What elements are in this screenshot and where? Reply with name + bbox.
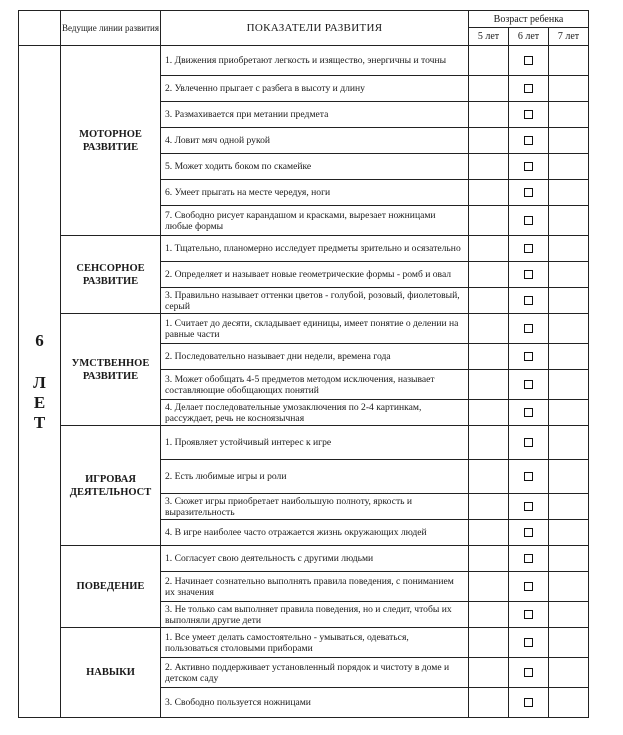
indicator-text: 7. Свободно рисует карандашом и красками, вырезает ножницами любые формы bbox=[161, 206, 469, 236]
age-cell-7 bbox=[549, 546, 589, 572]
age-cell-7 bbox=[549, 628, 589, 658]
section-title-line: СЕНСОРНОЕ bbox=[76, 262, 145, 274]
table-row bbox=[19, 426, 589, 460]
age-word bbox=[19, 373, 60, 433]
checkbox[interactable] bbox=[524, 270, 533, 279]
age-cell-7 bbox=[549, 494, 589, 520]
checkbox[interactable] bbox=[524, 408, 533, 417]
age-cell-7 bbox=[549, 180, 589, 206]
indicator-text: 2. Есть любимые игры и роли bbox=[161, 460, 469, 494]
age-cell-5 bbox=[469, 546, 509, 572]
age-cell-7 bbox=[549, 658, 589, 688]
checkbox[interactable] bbox=[524, 582, 533, 591]
section-title-line: УМСТВЕННОЕ bbox=[71, 357, 150, 369]
checkbox[interactable] bbox=[524, 136, 533, 145]
development-table bbox=[18, 10, 589, 718]
age-cell-6 bbox=[509, 426, 549, 460]
age-cell-7 bbox=[549, 314, 589, 344]
indicator-text: 2. Определяет и называет новые геометрические формы - ромб и овал bbox=[161, 262, 469, 288]
age-cell-5 bbox=[469, 344, 509, 370]
age-cell-6 bbox=[509, 102, 549, 128]
age-cell-5 bbox=[469, 520, 509, 546]
section-title bbox=[61, 546, 161, 628]
age-cell-6 bbox=[509, 370, 549, 400]
age-cell-6 bbox=[509, 572, 549, 602]
age-cell-7 bbox=[549, 262, 589, 288]
age-number: 6 bbox=[35, 330, 44, 350]
checkbox[interactable] bbox=[524, 698, 533, 707]
age-cell-5 bbox=[469, 46, 509, 76]
indicator-text: 3. Свободно пользуется ножницами bbox=[161, 688, 469, 718]
age-cell-7 bbox=[549, 460, 589, 494]
age-word-letter: Е bbox=[33, 392, 46, 412]
age-cell-6 bbox=[509, 262, 549, 288]
table-row bbox=[19, 236, 589, 262]
indicator-text: 1. Проявляет устойчивый интерес к игре bbox=[161, 426, 469, 460]
section-title bbox=[61, 628, 161, 718]
age-word-letter: Т bbox=[33, 412, 46, 432]
indicator-text: 4. Делает последовательные умозаключения по 2-4 картинкам, рассуждает, речь не косноязычная bbox=[161, 400, 469, 426]
age-cell-5 bbox=[469, 314, 509, 344]
age-cell-5 bbox=[469, 460, 509, 494]
checkbox[interactable] bbox=[524, 638, 533, 647]
checkbox[interactable] bbox=[524, 296, 533, 305]
header-age-7: 7 лет bbox=[549, 28, 589, 46]
age-word-letter: Л bbox=[33, 372, 46, 392]
checkbox[interactable] bbox=[524, 56, 533, 65]
section-title bbox=[61, 314, 161, 426]
age-cell-6 bbox=[509, 206, 549, 236]
checkbox[interactable] bbox=[524, 380, 533, 389]
age-cell-5 bbox=[469, 572, 509, 602]
age-cell-7 bbox=[549, 344, 589, 370]
age-cell-5 bbox=[469, 370, 509, 400]
section-title-line: РАЗВИТИЕ bbox=[82, 141, 139, 153]
age-cell-6 bbox=[509, 128, 549, 154]
age-cell-7 bbox=[549, 128, 589, 154]
checkbox[interactable] bbox=[524, 528, 533, 537]
checkbox[interactable] bbox=[524, 188, 533, 197]
age-cell-7 bbox=[549, 426, 589, 460]
checkbox[interactable] bbox=[524, 244, 533, 253]
section-title-line: РАЗВИТИЕ bbox=[82, 275, 139, 287]
checkbox[interactable] bbox=[524, 162, 533, 171]
checkbox[interactable] bbox=[524, 110, 533, 119]
age-group-label bbox=[19, 46, 61, 718]
development-indicators-sheet bbox=[18, 10, 588, 708]
indicator-text: 1. Тщательно, планомерно исследует предметы зрительно и осязательно bbox=[161, 236, 469, 262]
age-cell-5 bbox=[469, 602, 509, 628]
indicator-text: 1. Все умеет делать самостоятельно - умываться, одеваться, пользоваться столовыми приборами bbox=[161, 628, 469, 658]
header-indicators-label: ПОКАЗАТЕЛИ РАЗВИТИЯ bbox=[161, 11, 469, 46]
age-cell-7 bbox=[549, 288, 589, 314]
checkbox[interactable] bbox=[524, 502, 533, 511]
age-cell-5 bbox=[469, 102, 509, 128]
table-row bbox=[19, 628, 589, 658]
indicator-text: 1. Движения приобретают легкость и изящество, энергичны и точны bbox=[161, 46, 469, 76]
age-cell-6 bbox=[509, 688, 549, 718]
checkbox[interactable] bbox=[524, 554, 533, 563]
section-title bbox=[61, 236, 161, 314]
indicator-text: 3. Сюжет игры приобретает наибольшую полноту, яркость и выразительность bbox=[161, 494, 469, 520]
age-cell-6 bbox=[509, 46, 549, 76]
age-cell-7 bbox=[549, 602, 589, 628]
age-cell-5 bbox=[469, 236, 509, 262]
age-cell-5 bbox=[469, 154, 509, 180]
section-title-line: ДЕЯТЕЛЬНОСТ bbox=[69, 486, 152, 498]
age-cell-7 bbox=[549, 206, 589, 236]
age-cell-5 bbox=[469, 688, 509, 718]
section-title bbox=[61, 46, 161, 236]
age-cell-6 bbox=[509, 400, 549, 426]
table-row bbox=[19, 314, 589, 344]
age-cell-7 bbox=[549, 688, 589, 718]
checkbox[interactable] bbox=[524, 472, 533, 481]
checkbox[interactable] bbox=[524, 668, 533, 677]
section-title-line: РАЗВИТИЕ bbox=[82, 370, 139, 382]
indicator-text: 1. Согласует свою деятельность с другими людьми bbox=[161, 546, 469, 572]
age-cell-6 bbox=[509, 520, 549, 546]
age-cell-7 bbox=[549, 572, 589, 602]
indicator-text: 6. Умеет прыгать на месте чередуя, ноги bbox=[161, 180, 469, 206]
age-cell-6 bbox=[509, 546, 549, 572]
age-cell-6 bbox=[509, 494, 549, 520]
section-title-line: МОТОРНОЕ bbox=[79, 128, 142, 140]
age-cell-5 bbox=[469, 494, 509, 520]
indicator-text: 2. Увлеченно прыгает с разбега в высоту и длину bbox=[161, 76, 469, 102]
age-cell-7 bbox=[549, 236, 589, 262]
age-cell-6 bbox=[509, 236, 549, 262]
age-cell-5 bbox=[469, 262, 509, 288]
checkbox[interactable] bbox=[524, 84, 533, 93]
age-cell-6 bbox=[509, 314, 549, 344]
table-body bbox=[19, 46, 589, 718]
age-cell-7 bbox=[549, 102, 589, 128]
section-title bbox=[61, 426, 161, 546]
age-cell-6 bbox=[509, 344, 549, 370]
checkbox[interactable] bbox=[524, 610, 533, 619]
age-cell-5 bbox=[469, 400, 509, 426]
age-cell-7 bbox=[549, 46, 589, 76]
section-title-line: НАВЫКИ bbox=[86, 667, 135, 678]
section-title-line: ПОВЕДЕНИЕ bbox=[76, 581, 145, 592]
age-cell-7 bbox=[549, 400, 589, 426]
indicator-text: 3. Может обобщать 4-5 предметов методом исключения, называет составляющие обобщающих понятий bbox=[161, 370, 469, 400]
indicator-text: 5. Может ходить боком по скамейке bbox=[161, 154, 469, 180]
header-blank bbox=[19, 11, 61, 46]
age-cell-5 bbox=[469, 206, 509, 236]
indicator-text: 4. В игре наиболее часто отражается жизнь окружающих людей bbox=[161, 520, 469, 546]
indicator-text: 1. Считает до десяти, складывает единицы, имеет понятие о делении на равные части bbox=[161, 314, 469, 344]
age-cell-6 bbox=[509, 460, 549, 494]
age-cell-6 bbox=[509, 602, 549, 628]
age-cell-7 bbox=[549, 370, 589, 400]
header-age-5: 5 лет bbox=[469, 28, 509, 46]
age-cell-6 bbox=[509, 628, 549, 658]
header-age-label: Возраст ребенка bbox=[469, 11, 589, 28]
checkbox[interactable] bbox=[524, 324, 533, 333]
age-cell-6 bbox=[509, 180, 549, 206]
header-age-6: 6 лет bbox=[509, 28, 549, 46]
age-cell-5 bbox=[469, 76, 509, 102]
age-cell-6 bbox=[509, 154, 549, 180]
age-cell-6 bbox=[509, 288, 549, 314]
age-cell-6 bbox=[509, 76, 549, 102]
age-cell-6 bbox=[509, 658, 549, 688]
table-row bbox=[19, 46, 589, 76]
checkbox[interactable] bbox=[524, 352, 533, 361]
header-lines-label: Ведущие линии развития bbox=[61, 11, 161, 46]
indicator-text: 4. Ловит мяч одной рукой bbox=[161, 128, 469, 154]
age-cell-5 bbox=[469, 658, 509, 688]
section-title-line: ИГРОВАЯ bbox=[85, 473, 136, 485]
age-cell-5 bbox=[469, 628, 509, 658]
age-cell-7 bbox=[549, 76, 589, 102]
age-cell-7 bbox=[549, 154, 589, 180]
indicator-text: 3. Размахивается при метании предмета bbox=[161, 102, 469, 128]
age-cell-5 bbox=[469, 180, 509, 206]
indicator-text: 2. Активно поддерживает установленный порядок и чистоту в доме и детском саду bbox=[161, 658, 469, 688]
checkbox[interactable] bbox=[524, 438, 533, 447]
indicator-text: 3. Не только сам выполняет правила поведения, но и следит, чтобы их выполняли другие дети bbox=[161, 602, 469, 628]
table-row bbox=[19, 546, 589, 572]
age-cell-5 bbox=[469, 288, 509, 314]
indicator-text: 2. Начинает сознательно выполнять правила поведения, с пониманием их значения bbox=[161, 572, 469, 602]
checkbox[interactable] bbox=[524, 216, 533, 225]
age-cell-7 bbox=[549, 520, 589, 546]
age-cell-5 bbox=[469, 128, 509, 154]
indicator-text: 2. Последовательно называет дни недели, времена года bbox=[161, 344, 469, 370]
age-cell-5 bbox=[469, 426, 509, 460]
indicator-text: 3. Правильно называет оттенки цветов - голубой, розовый, фиолетовый, серый bbox=[161, 288, 469, 314]
